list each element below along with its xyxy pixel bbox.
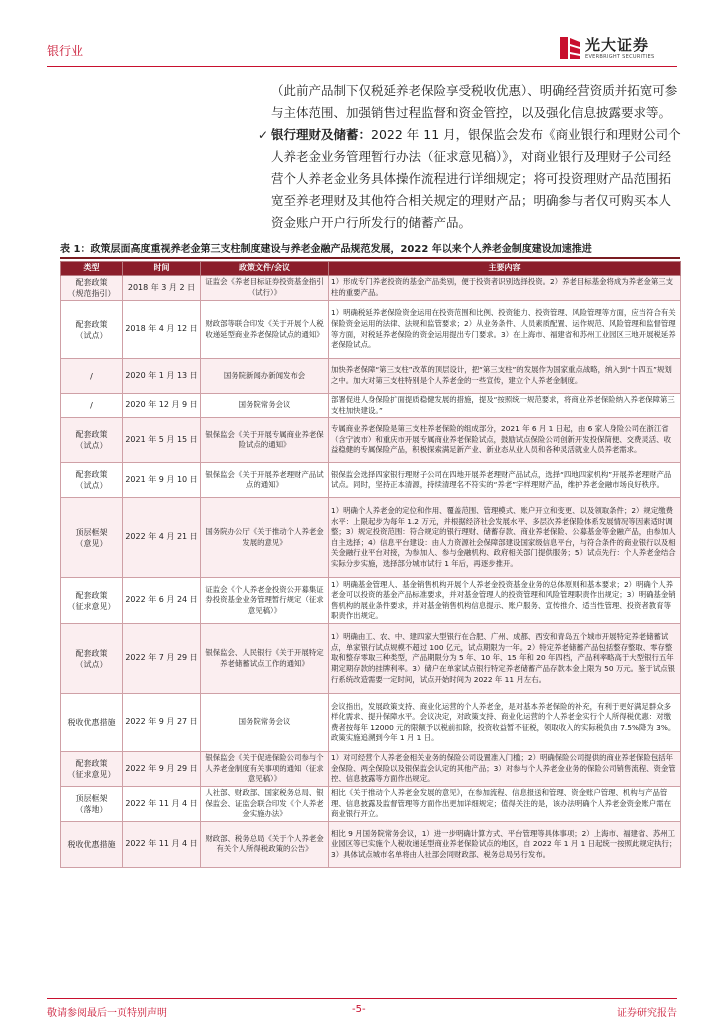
cell-doc: 国务院办公厅《关于推动个人养老金发展的意见》 <box>201 498 329 578</box>
cell-type: 配套政策 （征求意见） <box>61 752 123 787</box>
cell-type: 配套政策 （规范指引） <box>61 276 123 301</box>
cell-time: 2020 年 1 月 13 日 <box>123 359 201 394</box>
cell-doc: 财政部等联合印发《关于开展个人税收递延型商业养老保险试点的通知》 <box>201 301 329 359</box>
cell-doc: 银保监会《关于开展专属商业养老保险试点的通知》 <box>201 418 329 463</box>
cell-time: 2021 年 5 月 15 日 <box>123 418 201 463</box>
cell-content: 加快养老保障“第三支柱”改革的顶层设计，把“第三支柱”的发展作为国家重点战略，纳入到“十四五”规划之中。加大对第三支柱特别是个人养老金的一些宣传，建立个人养老金制度。 <box>329 359 681 394</box>
cell-content: 1）明确由工、农、中、建四家大型银行在合肥、广州、成都、西安和青岛五个城市开展特定养老储蓄试点，单家银行试点规模不超过 100 亿元，试点期限为一年。2）特定养老储蓄产品包括整存整取、零存整取和整存零取三种类型，产品期限分为 5 年、10 年、15 年和 20 年四档，产品利率略高于大型银行五年期定期存款的挂牌利率。3）储户在单家试点银行特定养老储蓄产品存款本金上限为 50 万元。鉴于试点银行系统改造需要一定时间，试点开始时间为 2022 年 11 月左右。 <box>329 624 681 694</box>
everbright-logo-icon <box>559 36 581 60</box>
paragraph-lead: 银行理财及储蓄： <box>271 127 372 142</box>
table-row <box>61 463 681 498</box>
header-rule <box>47 66 677 67</box>
cell-time: 2018 年 4 月 12 日 <box>123 301 201 359</box>
cell-content: 1）形成专门养老投资的基金产品类别，便于投资者识别选择投资。2）养老目标基金将成为养老金第三支柱的重要产品。 <box>329 276 681 301</box>
table-row <box>61 276 681 301</box>
cell-type: 顶层框架 （意见） <box>61 498 123 578</box>
cell-content: 1）对可经营个人养老金相关业务的保险公司设置准入门槛；2）明确保险公司提供的商业养老保险包括年金保险、两全保险以及银保监会认定的其他产品；3）对参与个人养老金业务的保险公司销售流程、资金管控、信息披露等方面作出规定。 <box>329 752 681 787</box>
table-row <box>61 394 681 418</box>
cell-time: 2022 年 11 月 4 日 <box>123 821 201 867</box>
logo-subtitle: EVERBRIGHT SECURITIES <box>585 54 655 60</box>
table-row <box>61 498 681 578</box>
policy-table <box>60 261 681 868</box>
table-header-row <box>61 262 681 276</box>
cell-doc: 银保监会《关于促进保险公司参与个人养老金制度有关事项的通知（征求意见稿）》 <box>201 752 329 787</box>
footer-report-type: 证券研究报告 <box>617 1008 677 1019</box>
cell-type: / <box>61 359 123 394</box>
cell-doc: 国务院常务会议 <box>201 694 329 752</box>
cell-content: 银保监会选择四家银行理财子公司在四地开展养老理财产品试点，选择“四地四家机构”开展养老理财产品试点。同时，坚持正本清源，持续清理名不符实的“养老”字样理财产品，维护养老金融市场良好秩序。 <box>329 463 681 498</box>
header-time: 时间 <box>123 262 201 276</box>
cell-type: / <box>61 394 123 418</box>
checkmark-icon: ✓ <box>258 128 269 142</box>
cell-content: 部署促进人身保险扩面提质稳健发展的措施，提及“按照统一规范要求，将商业养老保险纳入养老保障第三支柱加快建设。” <box>329 394 681 418</box>
paragraph-bank-wealth <box>258 124 683 234</box>
cell-doc: 银保监会《关于开展养老理财产品试点的通知》 <box>201 463 329 498</box>
table-row <box>61 752 681 787</box>
caption-rule <box>60 257 680 259</box>
cell-content: 1）明确基金管理人、基金销售机构开展个人养老金投资基金业务的总体原则和基本要求；2）明确个人养老金可以投资的基金产品标准要求，并对基金管理人的投资管理和风险管理职责作出规定；3）明确基金销售机构的展业条件要求，并对基金销售机构信息提示、账户服务、宣传推介、适当性管理、投资者教育等职责作出规定。 <box>329 578 681 624</box>
cell-doc: 证监会《养老目标证券投资基金指引（试行）》 <box>201 276 329 301</box>
table-caption: 表 1：政策层面高度重视养老金第三支柱制度建设与养老金融产品规范发展，2022 年以来个人养老金制度建设加速推进 <box>60 244 592 255</box>
page-header <box>0 0 724 70</box>
footer-rule <box>47 998 677 999</box>
cell-type: 配套政策 （试点） <box>61 624 123 694</box>
cell-content: 相比《关于推动个人养老金发展的意见》，在参加流程、信息报送和管理、资金账户管理、机构与产品管理、信息披露及监督管理等方面作出更加详细规定；值得关注的是，该办法明确个人养老金资金账户需在商业银行开立。 <box>329 787 681 822</box>
table-body <box>61 276 681 868</box>
paragraph-continued: （此前产品制下仅税延养老保险享受税收优惠）、明确经营资质并拓宽可参与主体范围、加强销售过程监督和资金管控，以及强化信息披露要求等。 <box>271 83 678 120</box>
cell-time: 2022 年 9 月 27 日 <box>123 694 201 752</box>
company-logo <box>559 36 677 62</box>
cell-time: 2022 年 4 月 21 日 <box>123 498 201 578</box>
header-type: 类型 <box>61 262 123 276</box>
cell-time: 2018 年 3 月 2 日 <box>123 276 201 301</box>
cell-doc: 证监会《个人养老金投资公开募集证券投资基金业务管理暂行规定（征求意见稿）》 <box>201 578 329 624</box>
table-row <box>61 578 681 624</box>
cell-doc: 国务院新闻办新闻发布会 <box>201 359 329 394</box>
cell-time: 2020 年 12 月 9 日 <box>123 394 201 418</box>
cell-time: 2021 年 9 月 10 日 <box>123 463 201 498</box>
cell-type: 税收优惠措施 <box>61 694 123 752</box>
logo-name: 光大证券 <box>585 36 650 54</box>
table-row <box>61 787 681 822</box>
table-row <box>61 418 681 463</box>
cell-content: 会议指出，发展政策支持、商业化运营的个人养老金，是对基本养老保险的补充，有利于更好满足群众多样化需求、提升保障水平。会议决定，对政策支持、商业化运营的个人养老金实行个人所得税优惠：对缴费者按每年 12000 元的限额予以税前扣除，投资收益暂不征税，领取收入的实际税负由 7.5%降为 3%。政策实施追溯到今年 1 月 1 日。 <box>329 694 681 752</box>
cell-doc: 银保监会、人民银行《关于开展特定养老储蓄试点工作的通知》 <box>201 624 329 694</box>
cell-doc: 人社部、财政部、国家税务总局、银保监会、证监会联合印发《个人养老金实施办法》 <box>201 787 329 822</box>
cell-time: 2022 年 6 月 24 日 <box>123 578 201 624</box>
cell-content: 1）明确个人养老金的定位和作用、覆盖范围、管理模式、账户开立和变更、以及领取条件；2）规定缴费水平：上限起步为每年 1.2 万元，并根据经济社会发展水平、多层次养老保险体系发展情况等因素适时调整；3）规定投资范围：符合规定的银行理财、储蓄存款、商业养老保险、公募基金等金融产品，由参加人自主选择；4）信息平台建设：由人力资源社会保障部建设国家级信息平台，与符合条件的商业银行以及相关金融行业平台对接，为参加人、参与金融机构、政府相关部门提供服务；5）试点先行：个人养老金结合实际分步实施，选择部分城市试行 1 年后，再逐步推开。 <box>329 498 681 578</box>
paragraph-body: 2022 年 11 月，银保监会发布《商业银行和理财公司个人养老金业务管理暂行办法（征求意见稿）》，对商业银行及理财子公司经营个人养老金业务具体操作流程进行详细规定；将可投资理财产品范围拓宽至养老理财及其他符合相关规定的理财产品；明确参与者仅可购买本人资金账户开户行所发行的储蓄产品。 <box>271 127 681 230</box>
cell-content: 1）明确税延养老保险资金运用在投资范围和比例、投资能力、投资管理、风险管理等方面，应当符合有关保险资金运用的法律、法规和监管要求；2）从业务条件、人员素质配置、运作规范、风险管理和监督管理等方面，对税延养老保险的资金运用提出专门要求。3）在上海市、福建省和苏州工业园区三地开展税延养老保险试点。 <box>329 301 681 359</box>
table-row <box>61 301 681 359</box>
cell-doc: 国务院常务会议 <box>201 394 329 418</box>
cell-time: 2022 年 7 月 29 日 <box>123 624 201 694</box>
table-row <box>61 821 681 867</box>
cell-type: 配套政策 （试点） <box>61 463 123 498</box>
cell-time: 2022 年 9 月 29 日 <box>123 752 201 787</box>
cell-content: 专属商业养老保险是第三支柱养老保险的组成部分，2021 年 6 月 1 日起，由 6 家人身险公司在浙江省（含宁波市）和重庆市开展专属商业养老保险试点，鼓励试点保险公司创新开发投保简便、交费灵活、收益稳健的专属保险产品，积极探索满足新产业、新业态从业人员和各种灵活就业人员养老需求。 <box>329 418 681 463</box>
cell-time: 2022 年 11 月 4 日 <box>123 787 201 822</box>
cell-content: 相比 9 月国务院常务会议，1）进一步明确计算方式、平台管理等具体事项；2）上海市、福建省、苏州工业园区等已实施个人税收递延型商业养老保险试点的地区，自 2022 年 1 月 1 日起统一按照此规定执行；3）具体试点城市名单将由人社部会同财政部、税务总局另行发布。 <box>329 821 681 867</box>
cell-doc: 财政部、税务总局《关于个人养老金有关个人所得税政策的公告》 <box>201 821 329 867</box>
table-row <box>61 359 681 394</box>
header-content: 主要内容 <box>329 262 681 276</box>
table-row <box>61 624 681 694</box>
page-number: -5- <box>352 1004 366 1015</box>
table-row <box>61 694 681 752</box>
cell-type: 配套政策 （试点） <box>61 301 123 359</box>
cell-type: 顶层框架 （落地） <box>61 787 123 822</box>
cell-type: 配套政策 （征求意见） <box>61 578 123 624</box>
header-doc: 政策文件/会议 <box>201 262 329 276</box>
cell-type: 配套政策 （试点） <box>61 418 123 463</box>
cell-type: 税收优惠措施 <box>61 821 123 867</box>
section-title: 银行业 <box>47 44 84 58</box>
footer-disclaimer: 敬请参阅最后一页特别声明 <box>47 1008 167 1019</box>
